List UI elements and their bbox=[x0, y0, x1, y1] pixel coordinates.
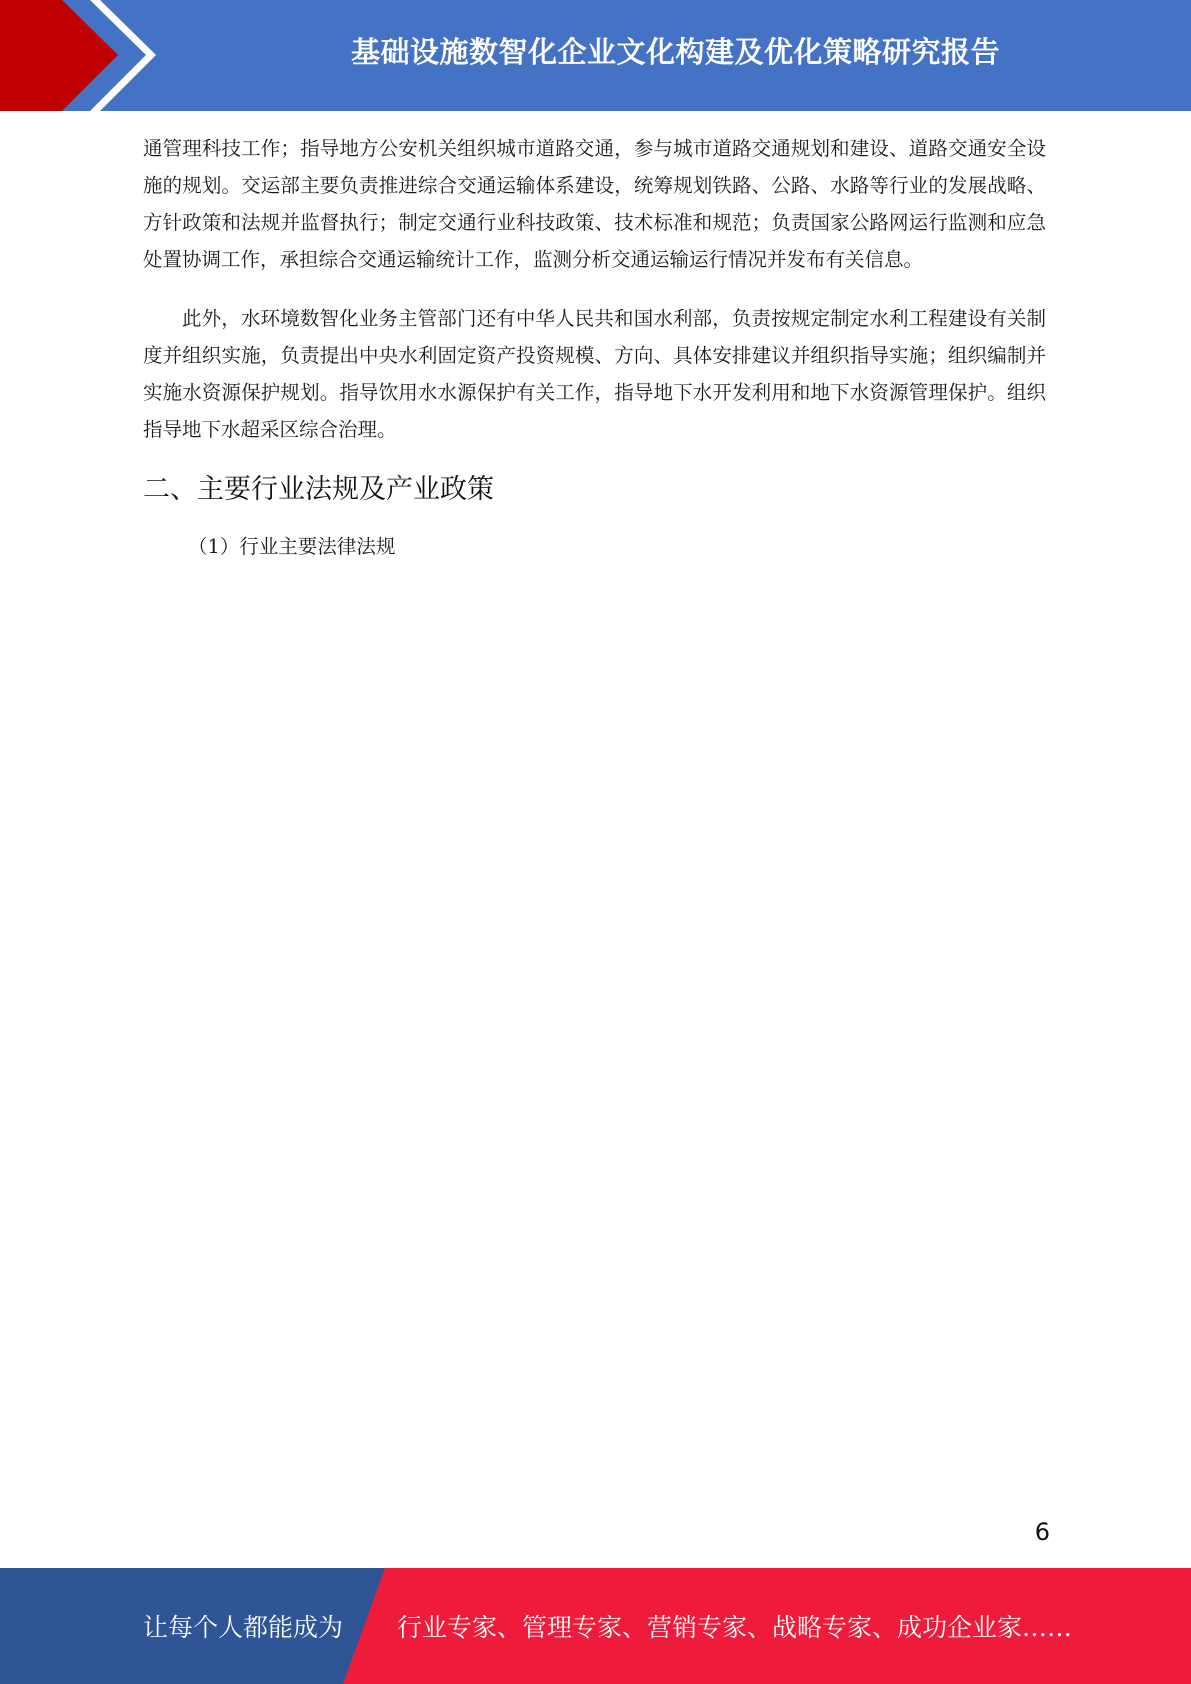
body-paragraph-1: 通管理科技工作；指导地方公安机关组织城市道路交通，参与城市道路交通规划和建设、道路交通安全设施的规划。交运部主要负责推进综合交通运输体系建设，统筹规划铁路、公路、水路等行业的发展战略、方针政策和法规并监督执行；制定交通行业科技政策、技术标准和规范；负责国家公路网运行监测和应急处置协调工作，承担综合交通运输统计工作，监测分析交通运输运行情况并发布有关信息。 bbox=[143, 137, 1046, 271]
footer-slogan-right: 行业专家、管理专家、营销专家、战略专家、成功企业家…… bbox=[397, 1613, 1073, 1642]
footer-slogan-left: 让每个人都能成为 bbox=[143, 1613, 344, 1642]
page-footer bbox=[0, 1568, 1191, 1684]
header-arrow-decoration bbox=[0, 0, 160, 111]
page-header bbox=[0, 0, 1191, 111]
page-content bbox=[143, 130, 1046, 565]
subsection-heading: （1）行业主要法律法规 bbox=[188, 535, 396, 558]
section-heading: 二、主要行业法规及产业政策 bbox=[143, 474, 494, 505]
page-number: 6 bbox=[1034, 1518, 1050, 1546]
report-title: 基础设施数智化企业文化构建及优化策略研究报告 bbox=[350, 34, 1000, 69]
body-paragraph-2: 此外，水环境数智化业务主管部门还有中华人民共和国水利部，负责按规定制定水利工程建设有关制度并组织实施，负责提出中央水利固定资产投资规模、方向、具体安排建议并组织指导实施；组织编制并实施水资源保护规划。指导饮用水水源保护有关工作，指导地下水开发利用和地下水资源管理保护。组织指导地下水超采区综合治理。 bbox=[143, 307, 1046, 441]
